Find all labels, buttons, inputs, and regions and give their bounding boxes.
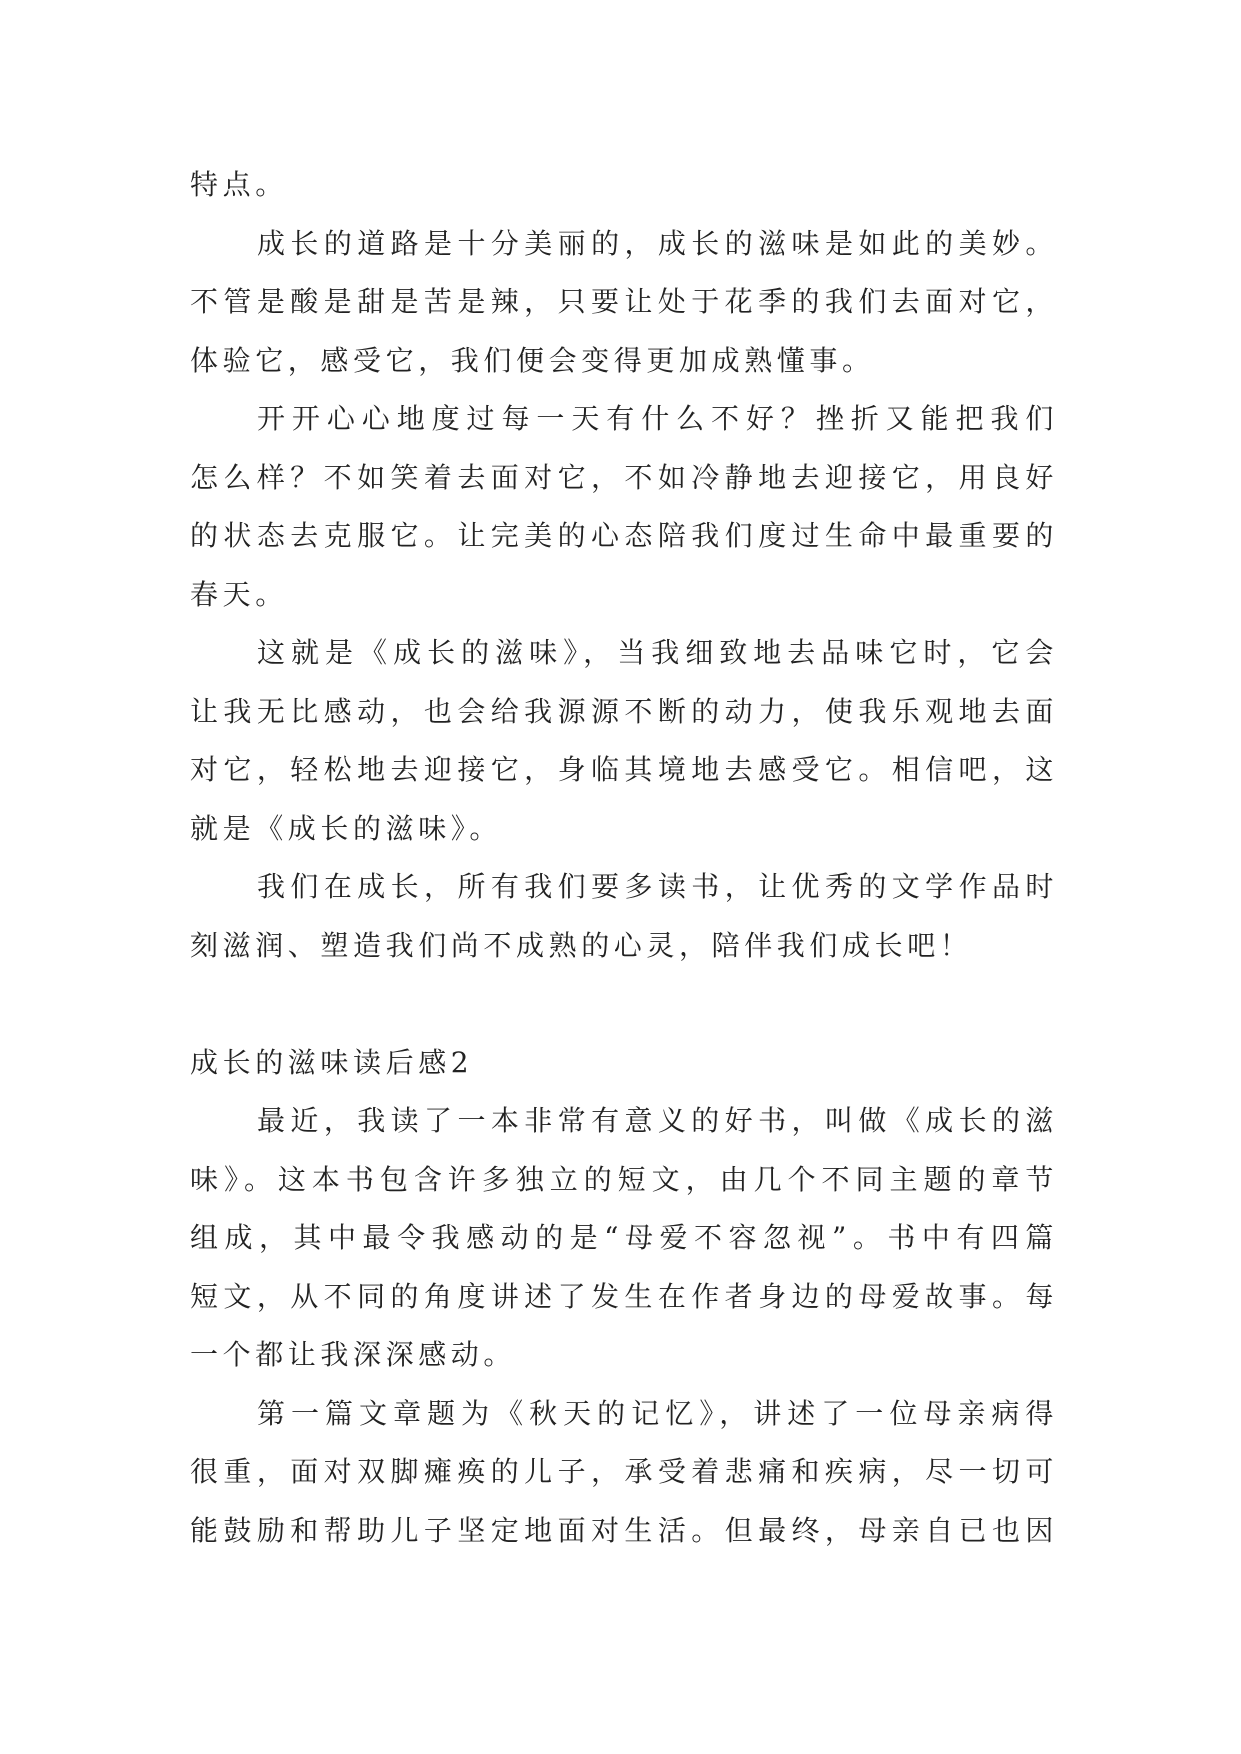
- paragraph-line: 能鼓励和帮助儿子坚定地面对生活。但最终，母亲自已也因: [190, 1513, 1058, 1547]
- paragraph-line: 最近，我读了一本非常有意义的好书，叫做《成长的滋: [257, 1104, 1058, 1137]
- paragraph-line: 怎么样？不如笑着去面对它，不如冷静地去迎接它，用良好: [190, 460, 1058, 494]
- blank-line: [190, 975, 1058, 1034]
- paragraph-line: 组成，其中最令我感动的是“母爱不容忽视”。书中有四篇: [190, 1221, 1058, 1254]
- paragraph-line: 很重，面对双脚瘫痪的儿子，承受着悲痛和疾病，尽一切可: [190, 1455, 1058, 1488]
- paragraph: [190, 1385, 1058, 1561]
- paragraph-line: 的状态去克服它。让完美的心态陪我们度过生命中最重要的: [190, 519, 1058, 552]
- section-heading: 成长的滋味读后感2: [190, 1045, 474, 1079]
- paragraph: [190, 1092, 1058, 1385]
- paragraph-line: 让我无比感动，也会给我源源不断的动力，使我乐观地去面: [190, 694, 1058, 728]
- paragraph-line: 就是《成长的滋味》。: [190, 811, 503, 845]
- paragraph-line: 体验它，感受它，我们便会变得更加成熟懂事。: [190, 343, 875, 377]
- paragraph-line: 这就是《成长的滋味》，当我细致地去品味它时，它会: [257, 636, 1058, 669]
- paragraph-line: 成长的道路是十分美丽的，成长的滋味是如此的美妙。: [257, 226, 1058, 260]
- paragraph-line: 短文，从不同的角度讲述了发生在作者身边的母爱故事。每: [190, 1279, 1058, 1313]
- paragraph-line: 刻滋润、塑造我们尚不成熟的心灵，陪伴我们成长吧！: [190, 928, 973, 962]
- paragraph: [190, 215, 1058, 391]
- paragraph-line: 不管是酸是甜是苦是辣，只要让处于花季的我们去面对它，: [190, 285, 1058, 318]
- paragraph: [190, 156, 1058, 215]
- paragraph: [190, 624, 1058, 858]
- paragraph-line: 特点。: [190, 168, 288, 201]
- paragraph-line: 第一篇文章题为《秋天的记忆》，讲述了一位母亲病得: [257, 1396, 1058, 1430]
- paragraph-line: 开开心心地度过每一天有什么不好？挫折又能把我们: [257, 402, 1058, 435]
- paragraph: [190, 390, 1058, 624]
- paragraph-line: 味》。这本书包含许多独立的短文，由几个不同主题的章节: [190, 1162, 1058, 1196]
- paragraph-line: 对它，轻松地去迎接它，身临其境地去感受它。相信吧，这: [190, 753, 1058, 786]
- document-body: [190, 156, 1058, 1560]
- paragraph-line: 春天。: [190, 577, 288, 611]
- paragraph-line: 一个都让我深深感动。: [190, 1338, 517, 1371]
- paragraph: [190, 858, 1058, 975]
- paragraph-line: 我们在成长，所有我们要多读书，让优秀的文学作品时: [257, 870, 1058, 903]
